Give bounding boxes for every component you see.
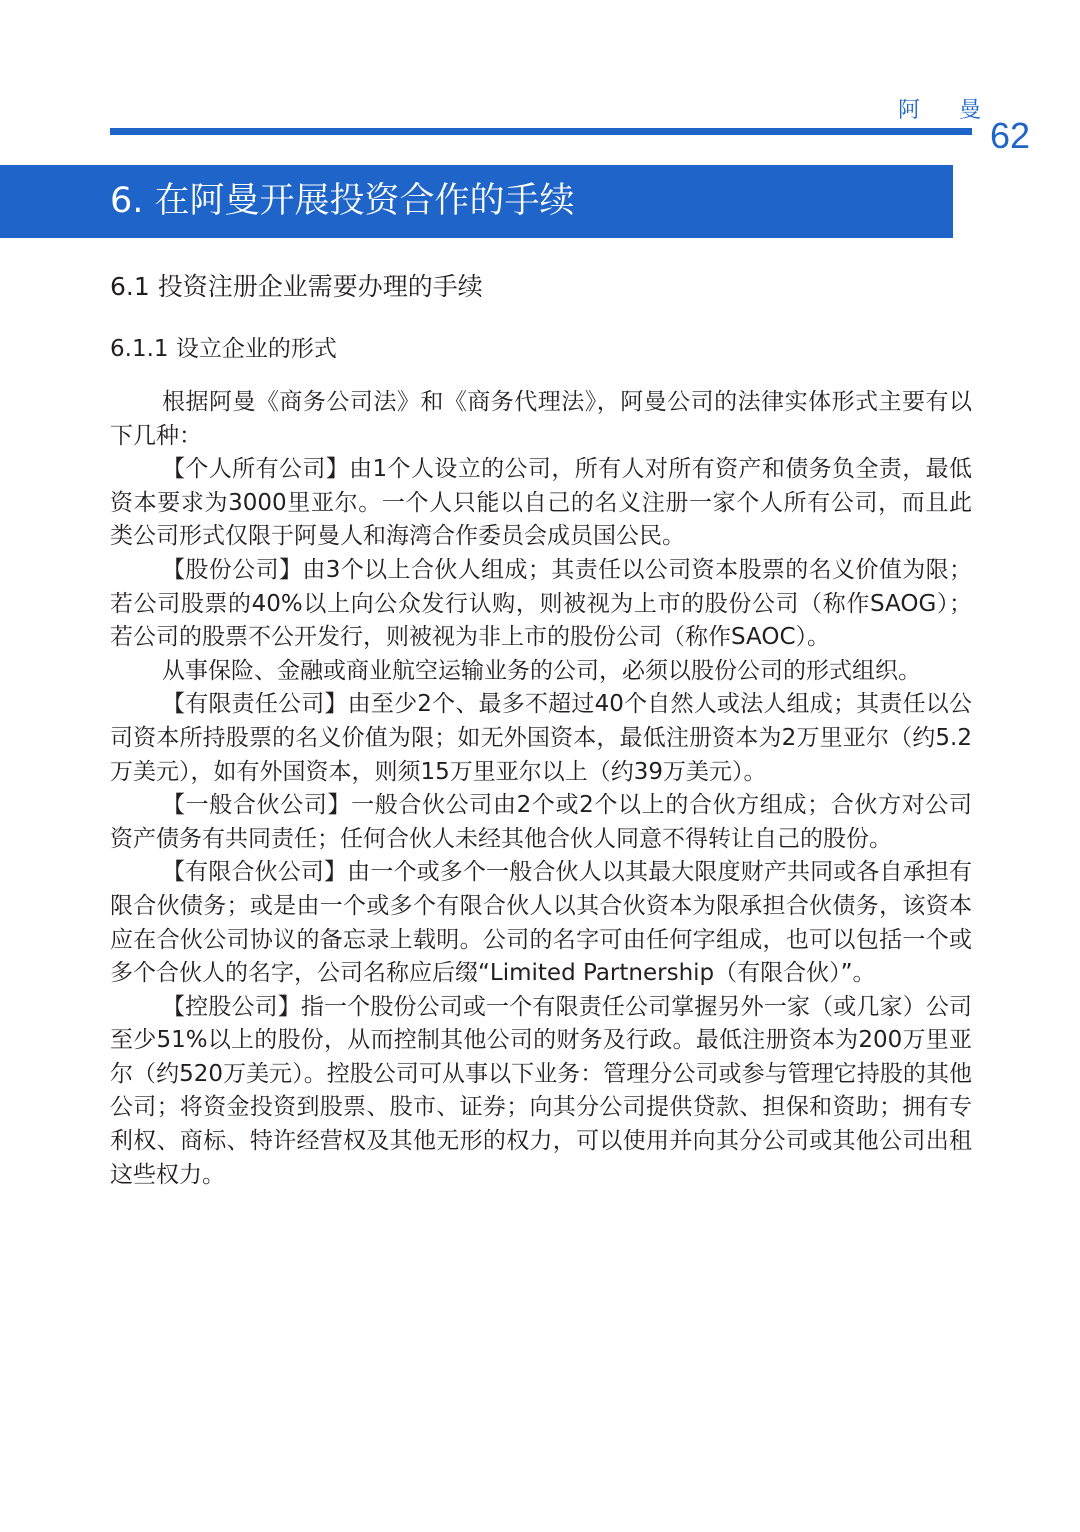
chapter-banner (0, 165, 953, 238)
paragraph: 【个人所有公司】由1个人设立的公司，所有人对所有资产和债务负全责，最低资本要求为3000里亚尔。一个人只能以自己的名义注册一家个人所有公司，而且此类公司形式仅限于阿曼人和海湾合作委员会成员国公民。 (110, 456, 972, 550)
page-number: 62 (990, 115, 1031, 156)
section-title: 6.1 投资注册企业需要办理的手续 (110, 272, 483, 301)
header-rule (110, 128, 972, 135)
paragraph: 【股份公司】由3个以上合伙人组成；其责任以公司资本股票的名义价值为限；若公司股票的40%以上向公众发行认购，则被视为上市的股份公司（称作SAOG）；若公司的股票不公开发行，则被视为非上市的股份公司（称作SAOC）。 (110, 556, 972, 651)
paragraph: 【有限责任公司】由至少2个、最多不超过40个自然人或法人组成；其责任以公司资本所持股票的名义价值为限；如无外国资本，最低注册资本为2万里亚尔（约5.2万美元），如有外国资本，则须15万里亚尔以上（约39万美元）。 (110, 691, 972, 785)
paragraph: 【有限合伙公司】由一个或多个一般合伙人以其最大限度财产共同或各自承担有限合伙债务；或是由一个或多个有限合伙人以其合伙资本为限承担合伙债务，该资本应在合伙公司协议的备忘录上载明。公司的名字可由任何字组成，也可以包括一个或多个合伙人的名字，公司名称应后缀“Limited Partnership（有限合伙）”。 (110, 859, 972, 987)
paragraph: 【一般合伙公司】一般合伙公司由2个或2个以上的合伙方组成；合伙方对公司资产债务有共同责任；任何合伙人未经其他合伙人同意不得转让自己的股份。 (110, 792, 972, 852)
subsection-title: 6.1.1 设立企业的形式 (110, 336, 337, 362)
paragraph: 根据阿曼《商务公司法》和《商务代理法》，阿曼公司的法律实体形式主要有以下几种： (110, 389, 972, 449)
chapter-title: 6. 在阿曼开展投资合作的手续 (110, 181, 575, 221)
header-country-label: 阿 曼 (898, 98, 997, 123)
body-text (110, 386, 972, 1192)
paragraph: 【控股公司】指一个股份公司或一个有限责任公司掌握另外一家（或几家）公司至少51%以上的股份，从而控制其他公司的财务及行政。最低注册资本为200万里亚尔（约520万美元）。控股公司可从事以下业务：管理分公司或参与管理它持股的其他公司；将资金投资到股票、股市、证券；向其分公司提供贷款、担保和资助；拥有专利权、商标、特许经营权及其他无形的权力，可以使用并向其分公司或其他公司出租这些权力。 (110, 993, 972, 1188)
paragraph: 从事保险、金融或商业航空运输业务的公司，必须以股份公司的形式组织。 (162, 657, 921, 684)
